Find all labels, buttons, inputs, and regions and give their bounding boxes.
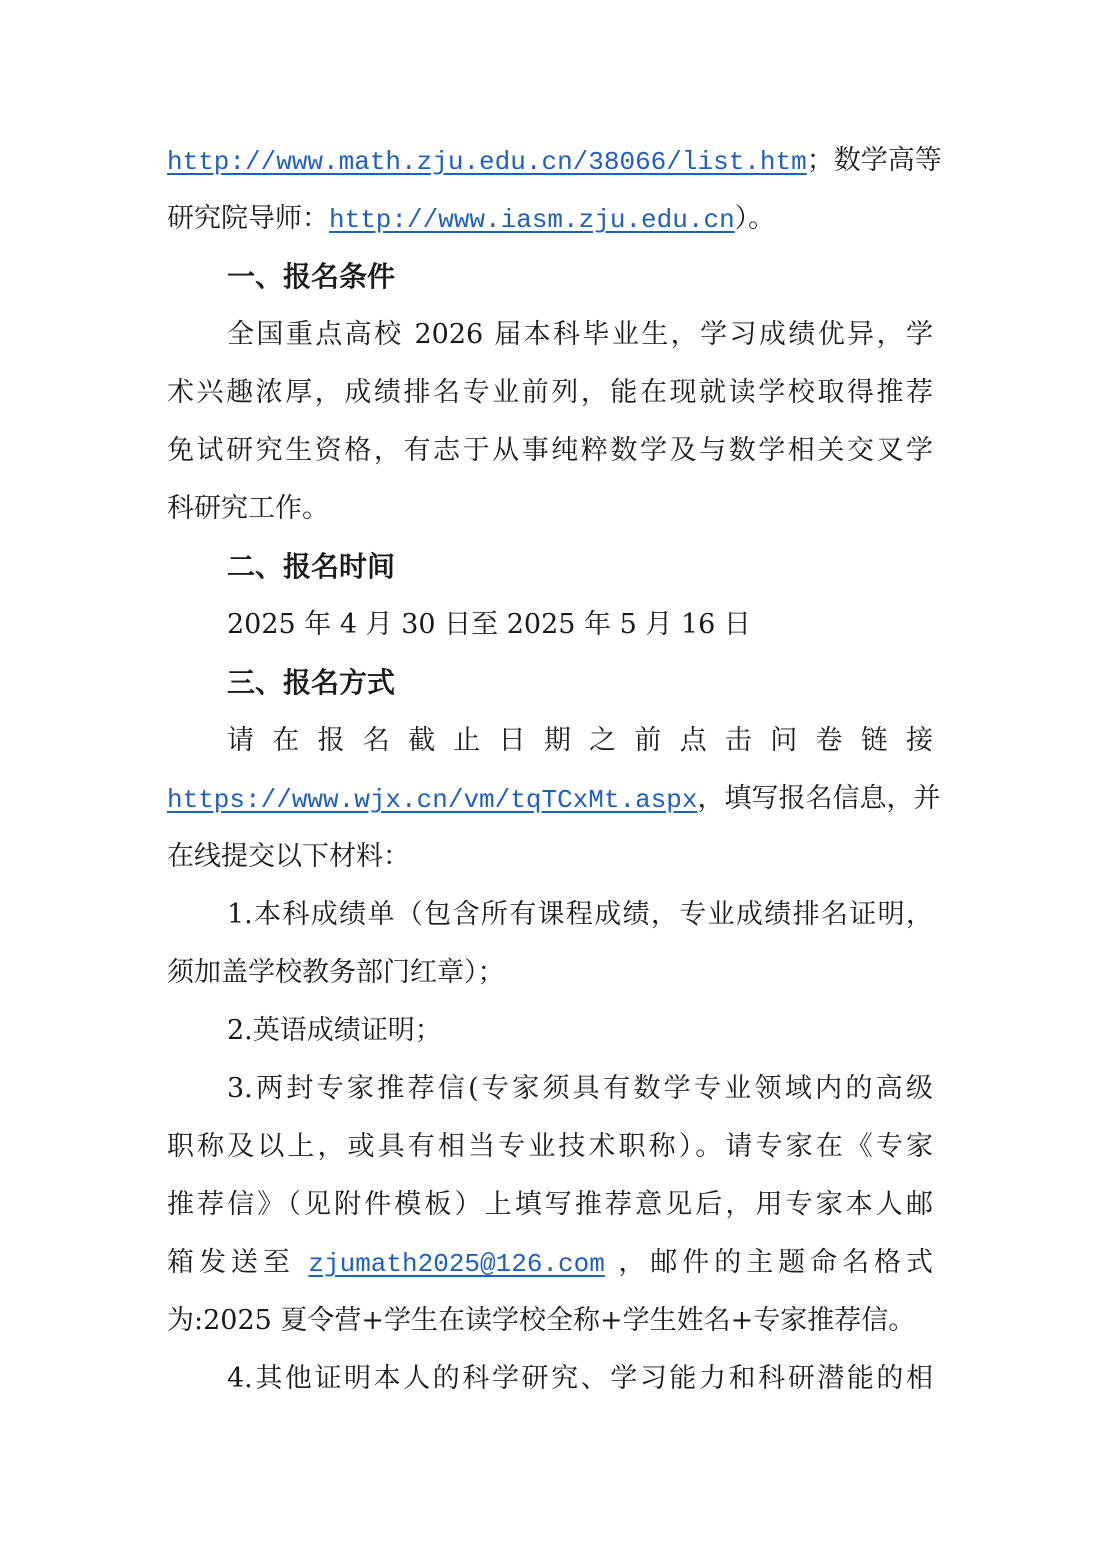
- intro-text: 研究院导师：: [167, 203, 329, 234]
- section-heading-conditions: 一、报名条件: [227, 260, 396, 293]
- iasm-link[interactable]: http://www.iasm.zju.edu.cn: [329, 205, 735, 235]
- date-range: 2025 年 4 月 30 日至 2025 年 5 月 16 日: [227, 609, 751, 640]
- email-link[interactable]: zjumath2025@126.com: [308, 1249, 605, 1279]
- list-item-1-line: 1.本科成绩单（包含所有课程成绩，专业成绩排名证明，: [227, 899, 933, 930]
- paragraph-line: 全国重点高校 2026 届本科毕业生，学习成绩优异，学: [227, 319, 933, 350]
- paragraph-line: 术兴趣浓厚，成绩排名专业前列，能在现就读学校取得推荐: [167, 377, 933, 408]
- section-heading-time: 二、报名时间: [227, 550, 396, 583]
- intro-line-2: [167, 190, 933, 248]
- intro-text: ）。: [734, 203, 776, 234]
- paragraph-text: 箱发送至: [167, 1247, 295, 1278]
- paragraph-line: [167, 770, 941, 828]
- paragraph-text: ，邮件的主题命名格式: [618, 1247, 934, 1278]
- paragraph-line: 免试研究生资格，有志于从事纯粹数学及与数学相关交叉学: [167, 435, 933, 466]
- section-heading-method: 三、报名方式: [227, 666, 396, 699]
- paragraph-line: 请在报名截止日期之前点击问卷链接: [227, 725, 933, 756]
- list-item-3-line: 职称及以上，或具有相当专业技术职称）。请专家在《专家: [167, 1131, 933, 1162]
- intro-line-1: [167, 132, 942, 190]
- paragraph-line: 在线提交以下材料：: [167, 841, 410, 872]
- paragraph-text: ，填写报名信息，并: [697, 783, 941, 814]
- questionnaire-link[interactable]: https://www.wjx.cn/vm/tqTCxMt.aspx: [167, 785, 698, 815]
- list-item-4-line: 4.其他证明本人的科学研究、学习能力和科研潜能的相: [227, 1363, 933, 1394]
- list-item-3-line: 推荐信》（见附件模板）上填写推荐意见后，用专家本人邮: [167, 1189, 933, 1220]
- list-item-1-line: 须加盖学校教务部门红章）；: [167, 957, 505, 988]
- intro-text: ；数学高等: [806, 145, 942, 176]
- math-dept-link[interactable]: http://www.math.zju.edu.cn/38066/list.htm: [167, 147, 807, 177]
- list-item-3-line: 为:2025 夏令营+学生在读学校全称+学生姓名+专家推荐信。: [167, 1305, 916, 1336]
- list-item-3-line: 3.两封专家推荐信(专家须具有数学专业领域内的高级: [227, 1073, 933, 1104]
- list-item-3-line: [167, 1234, 933, 1292]
- list-item-2: 2.英语成绩证明；: [227, 1015, 442, 1046]
- document-page: [167, 132, 942, 1408]
- paragraph-line: 科研究工作。: [167, 493, 329, 524]
